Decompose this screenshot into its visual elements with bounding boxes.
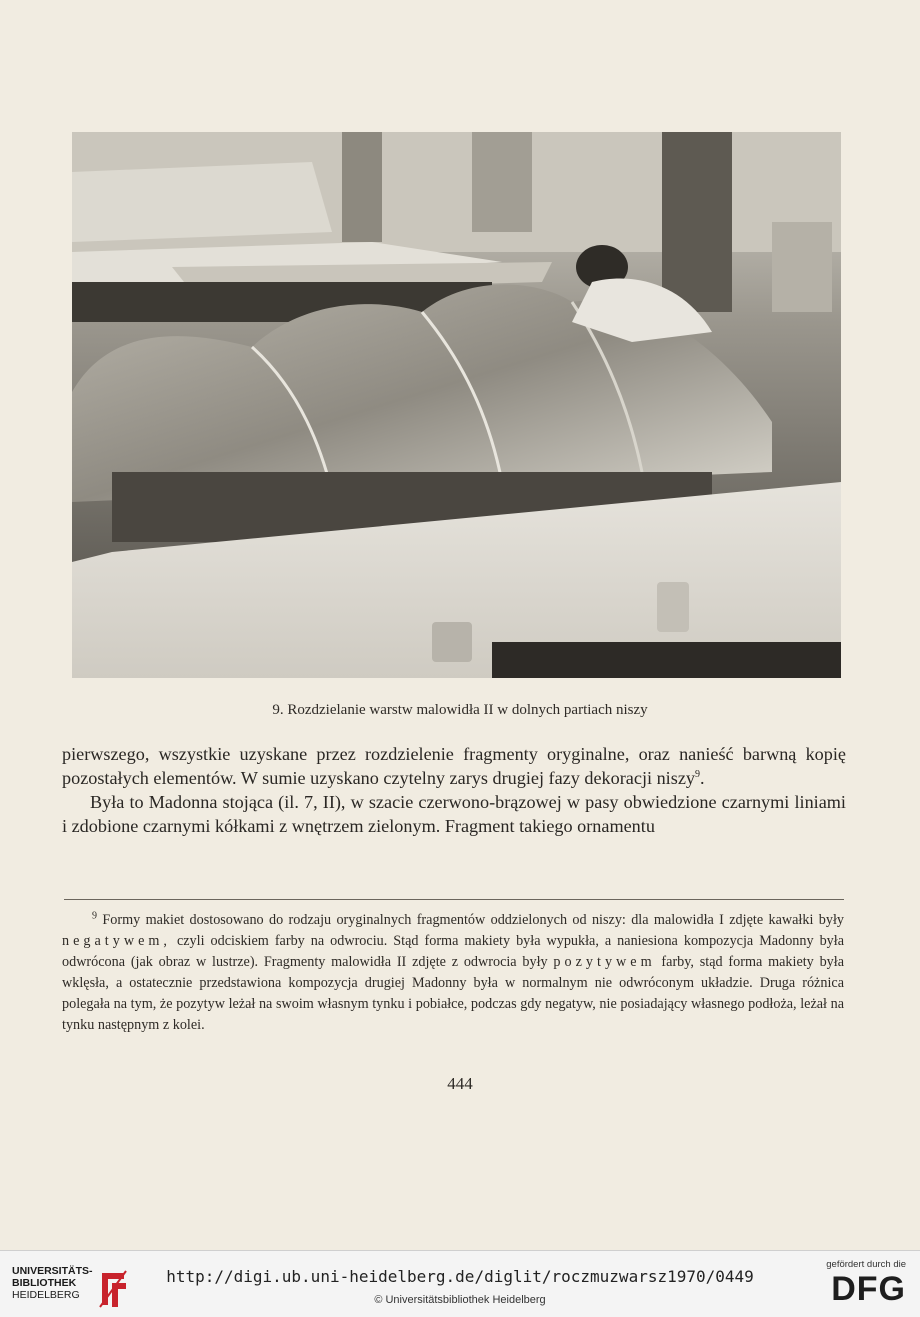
source-url-link[interactable]: http://digi.ub.uni-heidelberg.de/diglit/roczmuzwarsz1970/0449 — [166, 1267, 754, 1286]
photograph-restoration-workshop — [72, 132, 841, 678]
footer-bar — [0, 1250, 920, 1317]
figure-caption: 9. Rozdzielanie warstw malowidła II w dolnych partiach niszy — [272, 702, 648, 718]
page-number: 444 — [447, 1074, 473, 1093]
footnote-mark: 9 — [92, 910, 97, 922]
library-name: UNIVERSITÄTS- BIBLIOTHEK HEIDELBERG — [12, 1265, 93, 1301]
dfg-wordmark: DFG — [831, 1270, 906, 1308]
footnote-9: $^9$ Formy makiet dostosowano do rodzaju oryginalnych fragmentów oddzielonych od niszy: dla malowidła I zdjęte kawałki były negatywem, czyli odciskiem farby na odwrociu. Stąd forma makiety była wypukła, a naniesiona kompozycja Madonny była odwrócona (jak obraz w lustrze). Fragmenty malowidła II zdjęte z odwrocia były pozytywem farby, stąd forma makiety była wklęsła, a ostatecznie przedstawiona kompozycja drugiej Madonny była w normalnym nie odwróconym układzie. Druga różnica polegała na tym, że pozytyw leżał na swoim własnym tynku i pobiałce, podczas gdy negatyw, nie posiadający własnego podłoża, leżał na tynku następnym z kolei. — [62, 910, 844, 1033]
footnotes — [62, 910, 844, 1036]
copyright-notice: © Universitätsbibliothek Heidelberg — [374, 1294, 546, 1306]
paragraph-1: pierwszego, wszystkie uzyskane przez rozdzielenie fragmenty oryginalne, oraz nanieść barwną kopię pozostałych elementów. W sumie uzyskano czytelny zarys drugiej fazy dekoracji niszy$^9$. — [62, 744, 846, 788]
photo-illustration — [72, 132, 841, 678]
funded-by-label: gefördert durch die — [826, 1259, 906, 1270]
body-text — [62, 742, 846, 838]
footnote-divider — [64, 899, 844, 900]
paragraph-2: Była to Madonna stojąca (il. 7, II), w szacie czerwono-brązowej w pasy obwiedzione czarnymi liniami i zdobione czarnymi kółkami z wnętrzem zielonym. Fragment takiego ornamentu — [62, 792, 846, 836]
footnote-reference: 9 — [694, 768, 700, 780]
dfg-logo[interactable] — [814, 1259, 906, 1311]
